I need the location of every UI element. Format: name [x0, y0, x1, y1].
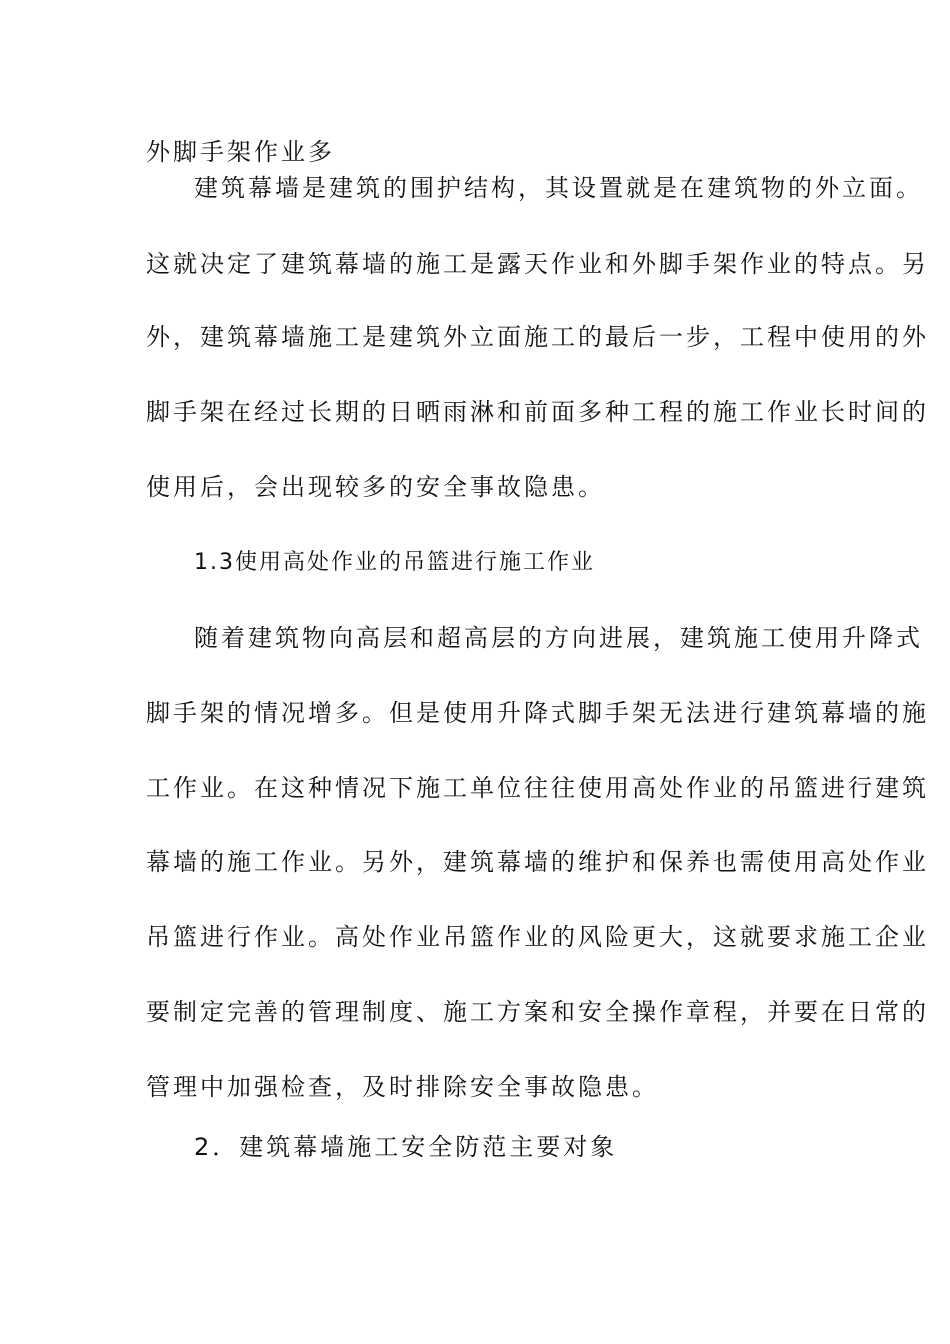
- paragraph-line: 脚手架在经过长期的日晒雨淋和前面多种工程的施工作业长时间的: [146, 398, 929, 426]
- paragraph-line: 幕墙的施工作业。另外，建筑幕墙的维护和保养也需使用高处作业: [146, 848, 929, 876]
- paragraph-line: 建筑幕墙是建筑的围护结构，其设置就是在建筑物的外立面。: [194, 174, 923, 202]
- paragraph-line: 管理中加强检查，及时排除安全事故隐患。: [146, 1073, 659, 1101]
- subsection-heading: 1.3使用高处作业的吊篮进行施工作业: [194, 550, 595, 575]
- section-heading: 2．建筑幕墙施工安全防范主要对象: [194, 1133, 618, 1161]
- paragraph-line: 要制定完善的管理制度、施工方案和安全操作章程，并要在日常的: [146, 998, 929, 1026]
- paragraph-line: 这就决定了建筑幕墙的施工是露天作业和外脚手架作业的特点。另: [146, 250, 929, 278]
- paragraph-line: 工作业。在这种情况下施工单位往往使用高处作业的吊篮进行建筑: [146, 774, 929, 802]
- paragraph-line: 随着建筑物向高层和超高层的方向进展，建筑施工使用升降式: [194, 624, 923, 652]
- paragraph-line: 脚手架的情况增多。但是使用升降式脚手架无法进行建筑幕墙的施: [146, 699, 929, 727]
- paragraph-line: 吊篮进行作业。高处作业吊篮作业的风险更大，这就要求施工企业: [146, 923, 929, 951]
- section-heading: 外脚手架作业多: [146, 138, 335, 166]
- paragraph-line: 外，建筑幕墙施工是建筑外立面施工的最后一步，工程中使用的外: [146, 323, 929, 351]
- paragraph-line: 使用后，会出现较多的安全事故隐患。: [146, 473, 605, 501]
